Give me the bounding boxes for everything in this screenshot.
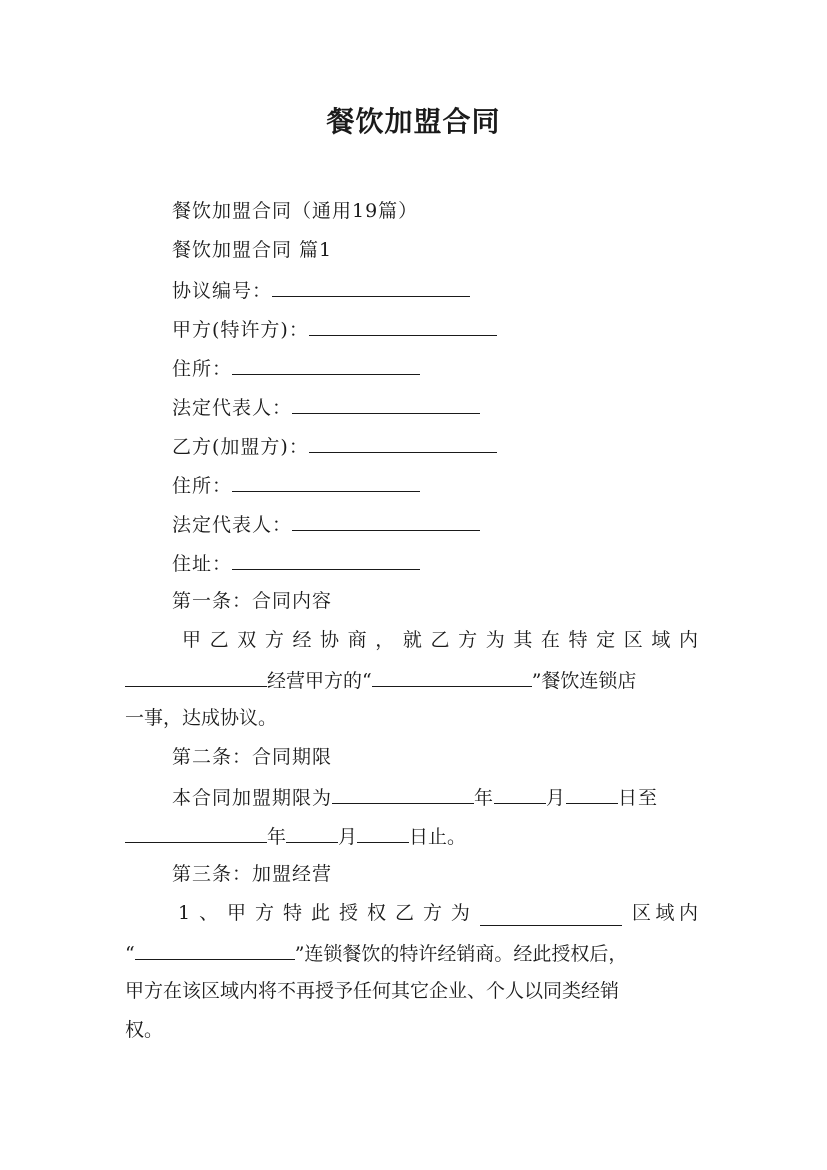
month-label: 月 [338,826,358,848]
party-a-address-label: 住所： [172,358,233,380]
brand-blank [372,666,532,687]
article-1-char: 域 [651,629,671,651]
article-2-heading: 第二条：合同期限 [172,746,333,768]
article-3-tail [632,900,698,926]
article-3-line-3: 甲方在该区域内将不再授予任何其它企业、个人以同类经销 [125,980,620,1002]
article-1-char: 双 [237,629,257,651]
article-3-char: 方 [422,902,442,924]
article-1-char: 商 [347,629,367,651]
article-1-char: 区 [623,629,643,651]
party-a-address-blank [232,354,420,375]
party-b-rep-label: 法定代表人： [172,514,293,536]
article-3-char: 、 [199,902,219,924]
article-3-text: ”连锁餐饮的特许经销商。经此授权后， [294,943,628,965]
article-1-char: 其 [513,629,533,651]
region-blank [125,666,267,687]
article-3-heading: 第三条：加盟经营 [172,863,333,885]
article-1-char: 内 [678,629,698,651]
article-3-line-4: 权。 [125,1019,164,1041]
party-a-blank [309,315,497,336]
chain-brand-blank [135,939,295,960]
article-3-char: 域 [655,902,675,924]
article-3-char: 乙 [394,902,414,924]
party-b-label: 乙方(加盟方)： [172,436,309,458]
agreement-number-row [172,276,470,304]
article-3-char: 方 [255,902,275,924]
party-b-address-row [172,471,420,499]
article-1-text: ”餐饮连锁店 [531,670,637,692]
party-b-row [172,432,497,460]
end-month-blank [286,822,338,843]
residence-label: 住址： [172,553,233,575]
agreement-number-blank [272,276,470,297]
party-a-rep-label: 法定代表人： [172,397,293,419]
article-1-char: 在 [540,629,560,651]
article-1-char: 就 [402,629,422,651]
article-2-text: 本合同加盟期限为 [172,787,333,809]
article-3-char: 甲 [227,902,247,924]
article-1-char: 方 [458,629,478,651]
part-heading: 餐饮加盟合同 篇1 [172,239,333,261]
year-label: 年 [267,826,287,848]
start-year-blank [332,783,474,804]
article-3-line-1 [178,900,698,926]
article-1-char: 经 [292,629,312,651]
article-1-text: 经营甲方的“ [267,670,372,692]
article-1-line-3: 一事，达成协议。 [125,707,278,729]
year-label: 年 [474,787,495,809]
article-1-char: 乙 [430,629,450,651]
end-day-blank [357,822,409,843]
article-3-char: 特 [283,902,303,924]
article-3-char: 此 [311,902,331,924]
document-subtitle: 餐饮加盟合同（通用19篇） [172,200,419,222]
article-1-char: 方 [264,629,284,651]
document-title: 餐饮加盟合同 [326,105,501,138]
article-1-line-2 [125,666,703,694]
agreement-number-label: 协议编号： [172,280,273,302]
residence-blank [232,549,420,570]
day-to-label: 日至 [618,787,659,809]
article-3-lead [178,900,470,926]
article-1-heading: 第一条：合同内容 [172,590,333,612]
authorized-region-blank [480,905,622,926]
article-1-char: 协 [320,629,340,651]
article-3-line-2 [125,939,703,967]
article-1-char: 定 [596,629,616,651]
month-label: 月 [546,787,567,809]
party-a-rep-blank [292,393,480,414]
party-a-address-row [172,354,420,382]
article-1-char: 乙 [209,629,229,651]
party-b-rep-row [172,510,480,538]
article-3-text: “ [125,943,135,965]
article-1-line-1 [182,627,698,653]
article-1-char: 为 [485,629,505,651]
residence-row [172,549,420,577]
party-b-address-blank [232,471,420,492]
article-3-char: 内 [678,902,698,924]
article-1-char: 特 [568,629,588,651]
article-2-line-2 [125,822,703,850]
start-month-blank [494,783,546,804]
article-1-char: ， [375,629,395,651]
day-end-label: 日止。 [409,826,467,848]
party-a-rep-row [172,393,480,421]
article-3-char: 权 [366,902,386,924]
start-day-blank [566,783,618,804]
article-2-line-1 [172,783,658,811]
party-a-row [172,315,497,343]
party-a-label: 甲方(特许方)： [172,319,309,341]
article-3-char: 授 [338,902,358,924]
party-b-address-label: 住所： [172,475,233,497]
article-3-char: 区 [632,902,652,924]
party-b-rep-blank [292,510,480,531]
article-3-char: 为 [450,902,470,924]
article-3-char: 1 [178,902,191,924]
party-b-blank [309,432,497,453]
end-year-blank [125,822,267,843]
article-1-char: 甲 [182,629,202,651]
